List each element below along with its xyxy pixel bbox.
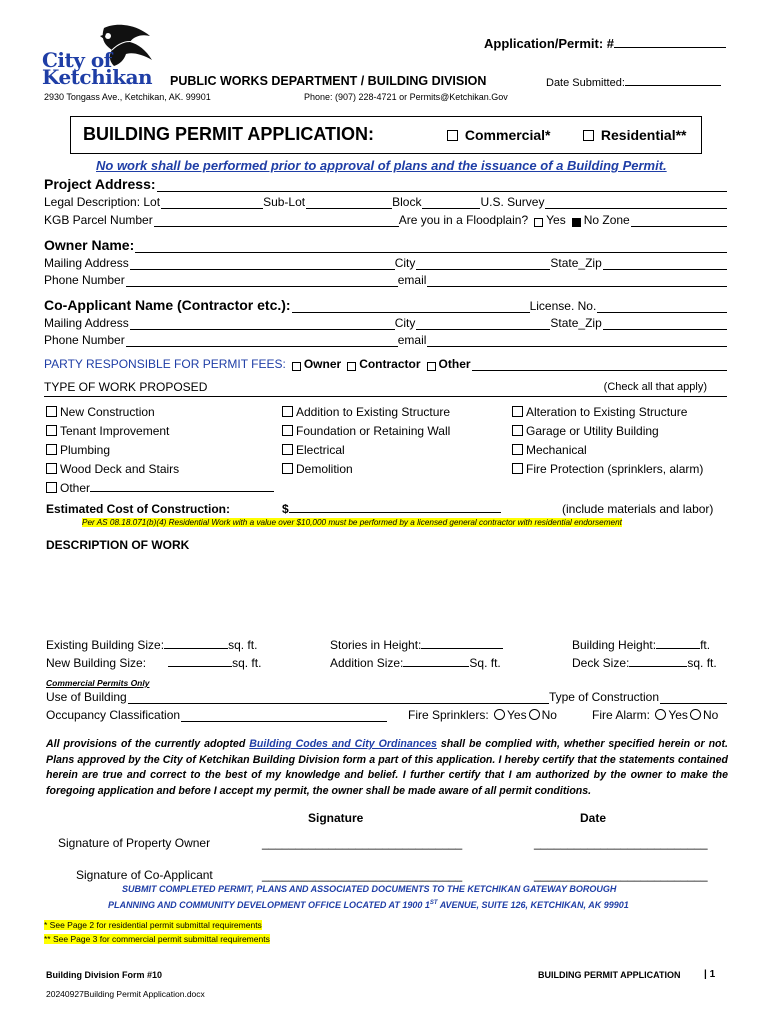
contractor-requirement-note: Per AS 08.18.071(b)(4) Residential Work with a value over $10,000 must be performed by a licensed general contractor with residential endorsement	[82, 518, 622, 527]
fees-contractor-checkbox[interactable]	[347, 362, 356, 371]
work-column-2	[282, 403, 450, 479]
use-of-building-row[interactable]: Use of Building Type of Construction	[46, 690, 727, 704]
description-heading: DESCRIPTION OF WORK	[46, 538, 190, 552]
work-column-1	[46, 403, 274, 498]
floodplain-yes-checkbox[interactable]	[534, 218, 543, 227]
alarm-no-radio[interactable]	[690, 709, 701, 720]
work-option-mechanical[interactable]: Mechanical	[512, 441, 703, 460]
city-logo	[42, 22, 167, 92]
work-option-demolition[interactable]: Demolition	[282, 460, 450, 479]
certification-statement: All provisions of the currently adopted Building Codes and City Ordinances shall be complied with, whether specified herein or not. Plans approved by the City of Ketchikan Building Division form a part of this application. I hereby certify that the statements contained herein are true and correct to the best of my knowledge and belief. I further certify that I am authorized by the owner to make the foregoing application and before I accept my permit, the owner shall be made aware of all permit conditions.	[46, 738, 728, 798]
fees-owner-checkbox[interactable]	[292, 362, 301, 371]
work-option-electrical[interactable]: Electrical	[282, 441, 450, 460]
alarm-yes-radio[interactable]	[655, 709, 666, 720]
stories-in-height-field[interactable]: Stories in Height:	[330, 636, 503, 654]
coapplicant-signature-label: Signature of Co-Applicant	[76, 868, 213, 882]
division-address: 2930 Tongass Ave., Ketchikan, AK. 99901	[44, 92, 211, 102]
work-option-fire-protection[interactable]: Fire Protection (sprinklers, alarm)	[512, 460, 703, 479]
work-option-tenant-improvement[interactable]: Tenant Improvement	[46, 422, 274, 441]
page-title: BUILDING PERMIT APPLICATION:	[83, 124, 374, 144]
signature-heading: Signature	[308, 811, 364, 825]
sprinklers-yes-radio[interactable]	[494, 709, 505, 720]
fire-alarm-field: Fire Alarm: Yes No	[592, 708, 719, 722]
date-submitted-field[interactable]: Date Submitted:	[546, 77, 721, 89]
department-name: PUBLIC WORKS DEPARTMENT / BUILDING DIVISION	[170, 74, 487, 88]
work-option-plumbing[interactable]: Plumbing	[46, 441, 274, 460]
estimated-cost-field[interactable]: $	[282, 502, 501, 516]
description-of-work-area[interactable]	[46, 556, 726, 630]
work-option-addition[interactable]: Addition to Existing Structure	[282, 403, 450, 422]
logo-ketchikan: Ketchikan	[42, 65, 153, 89]
coapplicant-date-line[interactable]: __________________________	[534, 868, 708, 882]
story-size-fields	[330, 636, 503, 672]
work-heading-row: TYPE OF WORK PROPOSED (Check all that apply)	[44, 380, 727, 397]
commercial-checkbox[interactable]: Commercial*	[447, 127, 550, 143]
application-permit-field[interactable]: Application/Permit: #	[484, 36, 726, 51]
division-contact: Phone: (907) 228-4721 or Permits@Ketchikan.Gov	[304, 92, 508, 102]
page-number: | 1	[704, 969, 716, 980]
owner-date-line[interactable]: __________________________	[534, 836, 708, 850]
residential-checkbox[interactable]: Residential**	[583, 127, 686, 143]
kgb-parcel-row[interactable]: KGB Parcel Number Are you in a Floodplain? Yes No Zone	[44, 213, 727, 227]
occupancy-classification-field[interactable]: Occupancy Classification	[46, 708, 387, 722]
floodplain-nozone-checkbox[interactable]	[572, 218, 581, 227]
estimated-cost-label: Estimated Cost of Construction:	[46, 502, 231, 516]
work-option-wood-deck[interactable]: Wood Deck and Stairs	[46, 460, 274, 479]
legal-description-row[interactable]: Legal Description: Lot Sub-Lot Block U.S. Survey	[44, 195, 727, 209]
footer-title: BUILDING PERMIT APPLICATION	[538, 970, 681, 980]
owner-signature-line[interactable]: ______________________________	[262, 836, 463, 850]
residential-footnote: * See Page 2 for residential permit submittal requirements	[44, 920, 262, 930]
approval-notice: No work shall be performed prior to approval of plans and the issuance of a Building Permit.	[96, 158, 667, 173]
new-building-size-field[interactable]: New Building Size: sq. ft.	[46, 656, 262, 670]
coapplicant-mailing-row[interactable]: Mailing Address City State_Zip	[44, 316, 727, 330]
date-heading: Date	[580, 811, 607, 825]
project-address-field[interactable]: Project Address:	[44, 176, 727, 192]
cost-include-note: (include materials and labor)	[562, 502, 714, 516]
owner-phone-row[interactable]: Phone Number email	[44, 273, 727, 287]
submit-instructions-line2: PLANNING AND COMMUNITY DEVELOPMENT OFFICE LOCATED AT 1900 1ST AVENUE, SUITE 126, KETCHIKAN, AK 99901	[108, 900, 629, 910]
height-deck-fields	[572, 636, 717, 672]
fees-other-checkbox[interactable]	[427, 362, 436, 371]
owner-mailing-row[interactable]: Mailing Address City State_Zip	[44, 256, 727, 270]
work-option-garage[interactable]: Garage or Utility Building	[512, 422, 703, 441]
commercial-permits-heading: Commercial Permits Only	[46, 678, 150, 688]
form-number: Building Division Form #10	[46, 970, 163, 980]
coapplicant-signature-line[interactable]: ______________________________	[262, 868, 463, 882]
building-height-field[interactable]: Building Height: ft.	[572, 638, 711, 652]
submit-instructions-line1: SUBMIT COMPLETED PERMIT, PLANS AND ASSOCIATED DOCUMENTS TO THE KETCHIKAN GATEWAY BOROUGH	[122, 884, 617, 894]
existing-building-size-field[interactable]: Existing Building Size: sq. ft.	[46, 638, 258, 652]
title-box	[70, 116, 702, 154]
building-codes-link[interactable]: Building Codes and City Ordinances	[249, 738, 437, 750]
logo-city-of: City of	[42, 48, 112, 72]
owner-signature-label: Signature of Property Owner	[58, 836, 211, 850]
owner-name-field[interactable]: Owner Name:	[44, 237, 727, 253]
fire-sprinklers-field: Fire Sprinklers: Yes No	[408, 708, 557, 722]
fees-responsible-row[interactable]: PARTY RESPONSIBLE FOR PERMIT FEES: Owner Contractor Other	[44, 357, 727, 371]
file-name: 20240927Building Permit Application.docx	[46, 989, 205, 999]
work-option-alteration[interactable]: Alteration to Existing Structure	[512, 403, 703, 422]
work-option-new-construction[interactable]: New Construction	[46, 403, 274, 422]
work-option-other[interactable]: Other	[46, 479, 274, 498]
deck-size-field[interactable]: Deck Size: sq. ft.	[572, 656, 717, 670]
work-option-foundation[interactable]: Foundation or Retaining Wall	[282, 422, 450, 441]
sprinklers-no-radio[interactable]	[529, 709, 540, 720]
commercial-footnote: ** See Page 3 for commercial permit submittal requirements	[44, 934, 270, 944]
coapplicant-phone-row[interactable]: Phone Number email	[44, 333, 727, 347]
building-size-fields	[46, 636, 261, 672]
work-column-3	[512, 403, 703, 479]
coapplicant-name-field[interactable]: Co-Applicant Name (Contractor etc.): License. No.	[44, 297, 727, 313]
addition-size-field[interactable]: Addition Size: Sq. ft.	[330, 656, 501, 670]
